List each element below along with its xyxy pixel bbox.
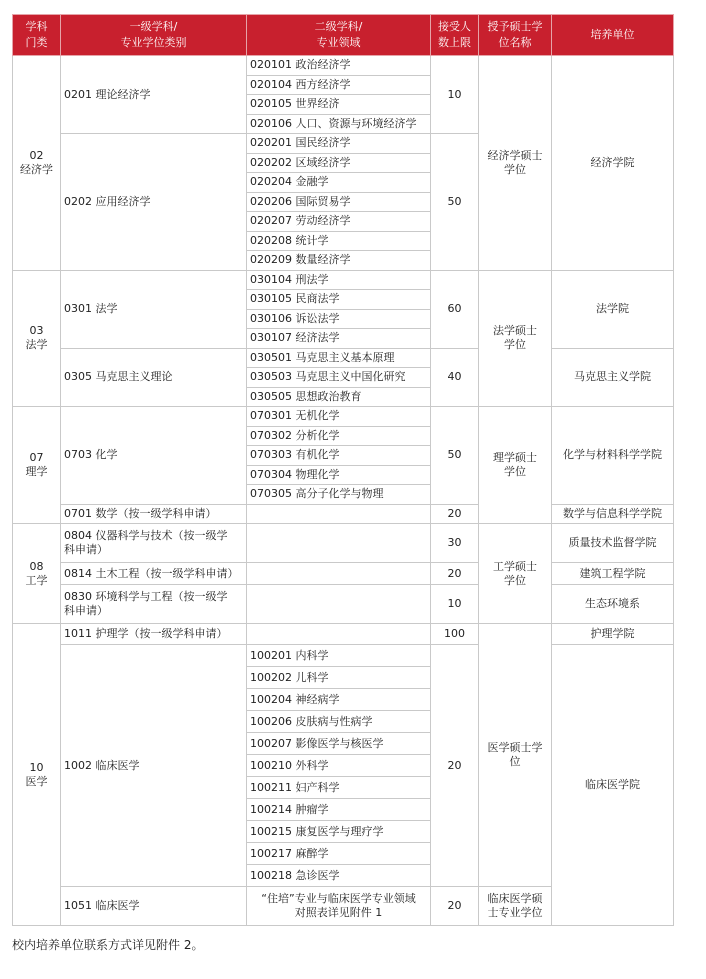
second-level-cell: 030104 刑法学 [247, 270, 431, 290]
first-level-cell: 0703 化学 [61, 407, 247, 505]
footnote: 校内培养单位联系方式详见附件 2。 [12, 938, 204, 952]
quota-cell: 40 [431, 348, 479, 407]
second-level-cell [247, 624, 431, 645]
unit-cell: 经济学院 [552, 56, 674, 271]
second-level-cell: 100217 麻醉学 [247, 843, 431, 865]
second-level-cell [247, 524, 431, 563]
second-level-cell: 100201 内科学 [247, 645, 431, 667]
header-quota: 接受人 数上限 [431, 15, 479, 56]
category-cell: 02 经济学 [13, 56, 61, 271]
quota-cell: 100 [431, 624, 479, 645]
unit-cell: 生态环境系 [552, 585, 674, 624]
second-level-cell: 070304 物理化学 [247, 465, 431, 485]
quota-cell: 30 [431, 524, 479, 563]
table-row [13, 348, 674, 368]
degree-cell: 医学硕士学 位 [479, 624, 552, 887]
table-row [13, 56, 674, 76]
second-level-cell: 070303 有机化学 [247, 446, 431, 466]
unit-cell: 质量技术监督学院 [552, 524, 674, 563]
first-level-cell: 1011 护理学（按一级学科申请） [61, 624, 247, 645]
quota-cell: 20 [431, 504, 479, 524]
unit-cell: 马克思主义学院 [552, 348, 674, 407]
first-level-cell: 0804 仪器科学与技术（按一级学 科申请） [61, 524, 247, 563]
unit-cell: 建筑工程学院 [552, 563, 674, 585]
second-level-cell: 020105 世界经济 [247, 95, 431, 115]
second-level-cell: 100215 康复医学与理疗学 [247, 821, 431, 843]
second-level-cell: 030105 民商法学 [247, 290, 431, 310]
second-level-cell: 100204 神经病学 [247, 689, 431, 711]
second-level-cell: 020206 国际贸易学 [247, 192, 431, 212]
second-level-cell: 030106 诉讼法学 [247, 309, 431, 329]
degree-cell: 理学硕士 学位 [479, 407, 552, 524]
category-cell: 08 工学 [13, 524, 61, 624]
second-level-cell: 020201 国民经济学 [247, 134, 431, 154]
second-level-cell: 020104 西方经济学 [247, 75, 431, 95]
table-row [13, 504, 674, 524]
second-level-cell: 020209 数量经济学 [247, 251, 431, 271]
unit-cell: 数学与信息科学学院 [552, 504, 674, 524]
second-level-cell: 030503 马克思主义中国化研究 [247, 368, 431, 388]
first-level-cell: 0701 数学（按一级学科申请） [61, 504, 247, 524]
enrollment-table [12, 14, 674, 926]
first-level-cell: 0202 应用经济学 [61, 134, 247, 271]
first-level-cell: 1051 临床医学 [61, 887, 247, 926]
second-level-cell: 020101 政治经济学 [247, 56, 431, 76]
first-level-cell: 0305 马克思主义理论 [61, 348, 247, 407]
category-cell: 07 理学 [13, 407, 61, 524]
quota-cell: 10 [431, 585, 479, 624]
quota-cell: 20 [431, 563, 479, 585]
second-level-cell: 020204 金融学 [247, 173, 431, 193]
first-level-cell: 0201 理论经济学 [61, 56, 247, 134]
category-cell: 03 法学 [13, 270, 61, 407]
unit-cell: 护理学院 [552, 624, 674, 645]
first-level-cell: 0830 环境科学与工程（按一级学 科申请） [61, 585, 247, 624]
header-first-level: 一级学科/ 专业学位类别 [61, 15, 247, 56]
second-level-cell: 070301 无机化学 [247, 407, 431, 427]
category-cell: 10 医学 [13, 624, 61, 926]
second-level-cell: 030505 思想政治教育 [247, 387, 431, 407]
second-level-cell: 100202 儿科学 [247, 667, 431, 689]
table-row [13, 645, 674, 667]
header-category: 学科 门类 [13, 15, 61, 56]
quota-cell: 50 [431, 407, 479, 505]
quota-cell: 20 [431, 645, 479, 887]
degree-cell: 工学硕士 学位 [479, 524, 552, 624]
second-level-cell: 100211 妇产科学 [247, 777, 431, 799]
enrollment-table-container [12, 14, 673, 926]
table-row [13, 624, 674, 645]
second-level-cell: 100207 影像医学与核医学 [247, 733, 431, 755]
header-row [13, 15, 674, 56]
degree-cell: 法学硕士 学位 [479, 270, 552, 407]
second-level-cell: 070302 分析化学 [247, 426, 431, 446]
second-level-cell: 030501 马克思主义基本原理 [247, 348, 431, 368]
first-level-cell: 1002 临床医学 [61, 645, 247, 887]
second-level-cell: 020202 区域经济学 [247, 153, 431, 173]
header-unit: 培养单位 [552, 15, 674, 56]
degree-cell: 临床医学硕 士专业学位 [479, 887, 552, 926]
second-level-cell: 100210 外科学 [247, 755, 431, 777]
degree-cell: 经济学硕士 学位 [479, 56, 552, 271]
quota-cell: 60 [431, 270, 479, 348]
second-level-cell: 100218 急诊医学 [247, 865, 431, 887]
unit-cell: 化学与材料科学学院 [552, 407, 674, 505]
first-level-cell: 0301 法学 [61, 270, 247, 348]
header-degree: 授予硕士学 位名称 [479, 15, 552, 56]
table-row [13, 270, 674, 290]
table-row [13, 585, 674, 624]
second-level-cell: 100214 肿瘤学 [247, 799, 431, 821]
unit-cell: 临床医学院 [552, 645, 674, 926]
second-level-cell: 020106 人口、资源与环境经济学 [247, 114, 431, 134]
second-level-cell: 100206 皮肤病与性病学 [247, 711, 431, 733]
second-level-cell [247, 504, 431, 524]
header-second-level: 二级学科/ 专业领域 [247, 15, 431, 56]
quota-cell: 20 [431, 887, 479, 926]
second-level-cell [247, 585, 431, 624]
second-level-cell: 030107 经济法学 [247, 329, 431, 349]
second-level-cell: “住培”专业与临床医学专业领域 对照表详见附件 1 [247, 887, 431, 926]
table-row [13, 524, 674, 563]
table-row [13, 407, 674, 427]
table-row [13, 563, 674, 585]
second-level-cell: 070305 高分子化学与物理 [247, 485, 431, 505]
first-level-cell: 0814 土木工程（按一级学科申请） [61, 563, 247, 585]
second-level-cell [247, 563, 431, 585]
second-level-cell: 020207 劳动经济学 [247, 212, 431, 232]
quota-cell: 50 [431, 134, 479, 271]
quota-cell: 10 [431, 56, 479, 134]
unit-cell: 法学院 [552, 270, 674, 348]
second-level-cell: 020208 统计学 [247, 231, 431, 251]
